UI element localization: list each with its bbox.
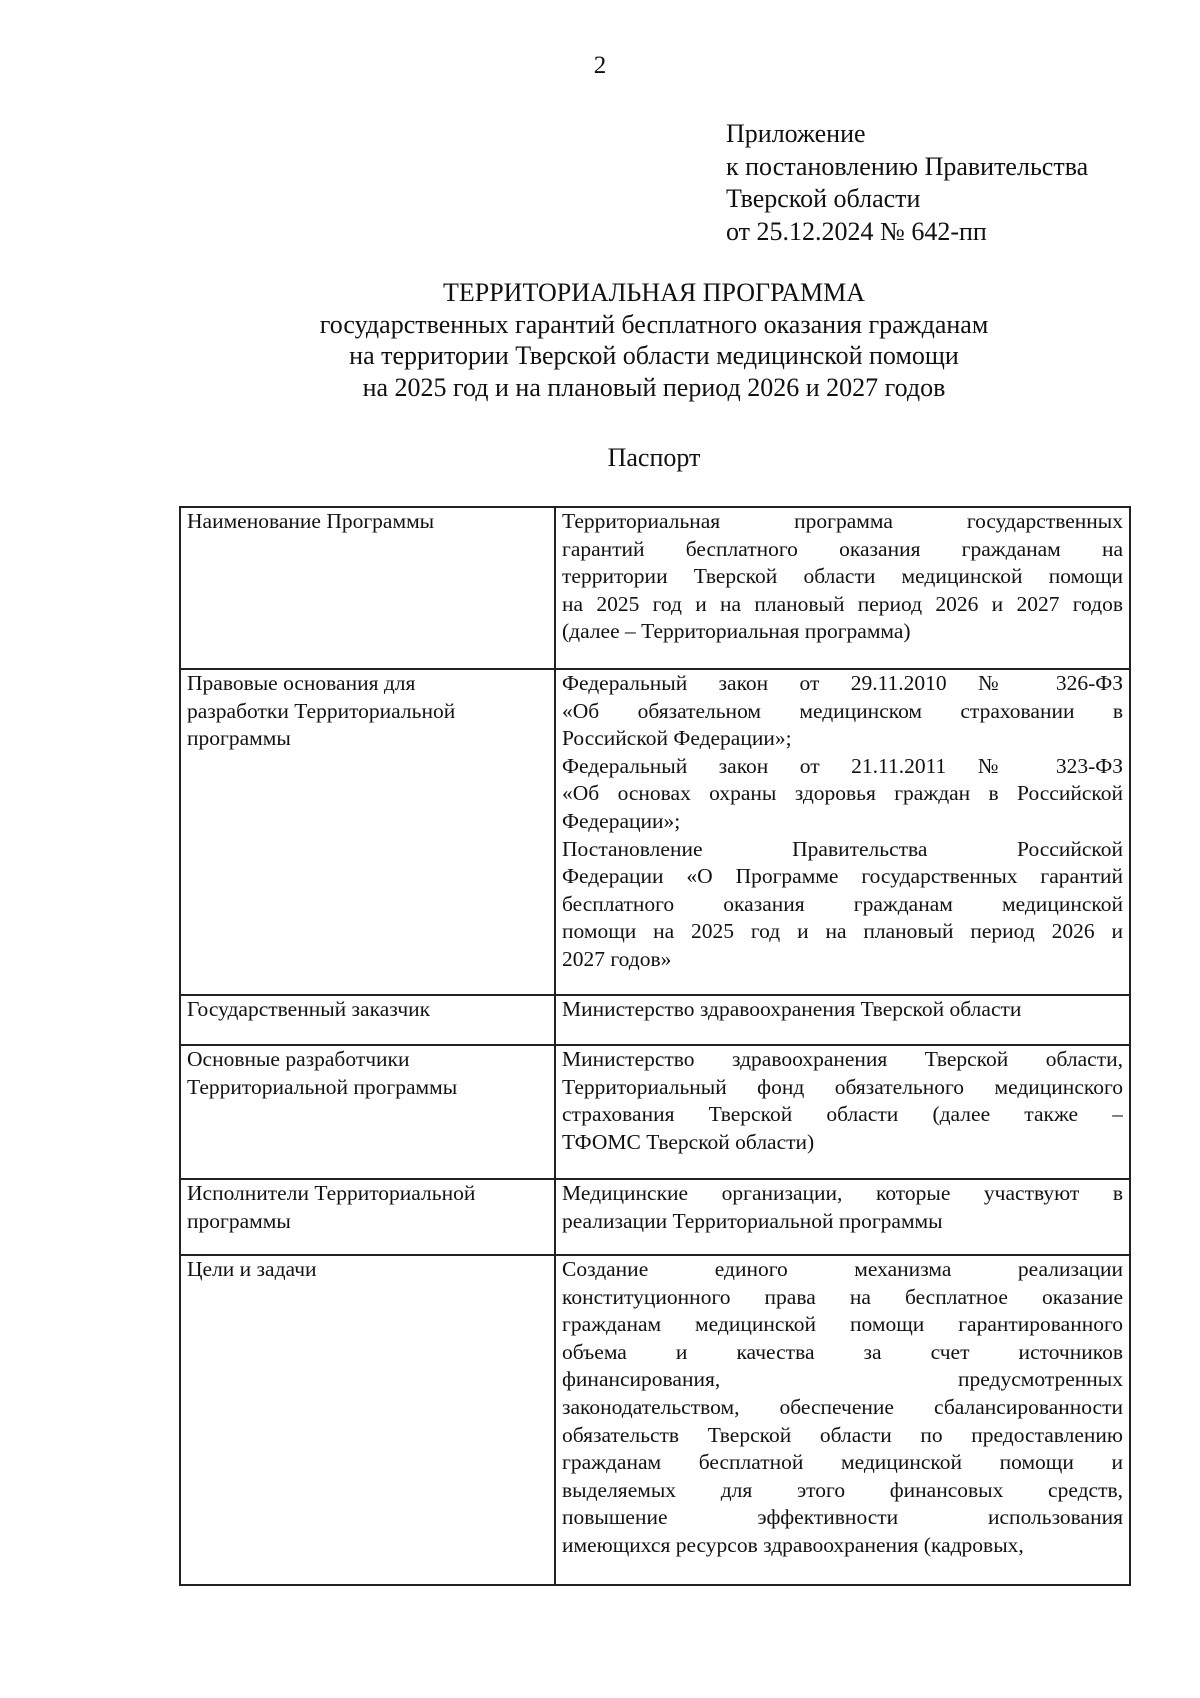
- table-row: [180, 995, 1130, 1045]
- row-value-line: 2027 годов»: [562, 946, 672, 971]
- row-value-line: Министерство здравоохранения Тверской области: [562, 997, 1022, 1021]
- row-value-line: имеющихся ресурсов здравоохранения (кадровых,: [562, 1532, 1024, 1557]
- row-value-line: финансирования, предусмотренных: [562, 1367, 1123, 1392]
- row-value-line: Министерство здравоохранения Тверской области,: [562, 1047, 1123, 1071]
- row-label-line: Цели и задачи: [187, 1257, 317, 1281]
- row-value-line: Постановление Правительства Российской: [562, 836, 1123, 861]
- passport-table-body: [180, 507, 1130, 1585]
- appendix-line: Тверской области: [726, 184, 921, 213]
- row-value-line: объема и качества за счет источников: [562, 1339, 1123, 1364]
- row-value-line: Федерации «О Программе государственных гарантий: [562, 864, 1123, 889]
- row-label-line: Государственный заказчик: [187, 997, 431, 1021]
- appendix-block: [726, 118, 1088, 248]
- appendix-line: Приложение: [726, 119, 866, 148]
- table-row: [180, 1045, 1130, 1179]
- row-value-line: бесплатного оказания гражданам медицинской: [562, 891, 1123, 916]
- row-value-cell: [555, 1179, 1130, 1255]
- row-label-cell: [180, 1255, 555, 1585]
- row-value-line: Медицинские организации, которые участвуют в: [562, 1181, 1123, 1205]
- title-line: ТЕРРИТОРИАЛЬНАЯ ПРОГРАММА: [442, 278, 866, 307]
- row-label-line: программы: [187, 1208, 291, 1233]
- row-value-cell: [555, 507, 1130, 669]
- row-value-line: «Об обязательном медицинском страховании в: [562, 698, 1123, 723]
- row-label-line: разработки Территориальной: [187, 698, 456, 723]
- row-value-line: на 2025 год и на плановый период 2026 и 2027 годов: [562, 591, 1123, 616]
- row-value-line: помощи на 2025 год и на плановый период 2026 и: [562, 919, 1123, 944]
- passport-table: [179, 506, 1131, 1586]
- row-label-line: программы: [187, 726, 291, 751]
- row-value-line: ТФОМС Тверской области): [562, 1129, 815, 1154]
- title-line: на территории Тверской области медицинской помощи: [349, 341, 959, 370]
- title-line: на 2025 год и на плановый период 2026 и 2027 годов: [362, 372, 946, 402]
- row-label-line: Правовые основания для: [187, 671, 416, 695]
- row-value-line: «Об основах охраны здоровья граждан в Российской: [562, 781, 1123, 806]
- table-row: [180, 507, 1130, 669]
- row-value-line: Российской Федерации»;: [562, 726, 792, 751]
- row-value-cell: [555, 995, 1130, 1045]
- row-label-cell: [180, 669, 555, 995]
- row-label-cell: [180, 1179, 555, 1255]
- row-value-line: конституционного права на бесплатное оказание: [562, 1284, 1123, 1309]
- row-label-line: Наименование Программы: [187, 509, 435, 533]
- row-value-line: Территориальный фонд обязательного медицинского: [562, 1074, 1123, 1099]
- appendix-line: от 25.12.2024 № 642-пп: [726, 216, 987, 246]
- appendix-line: к постановлению Правительства: [726, 151, 1089, 181]
- row-value-line: реализации Территориальной программы: [562, 1208, 943, 1233]
- row-value-line: гражданам медицинской помощи гарантированного: [562, 1312, 1123, 1337]
- row-value-line: гражданам бесплатной медицинской помощи и: [562, 1450, 1123, 1475]
- row-value-line: (далее – Территориальная программа): [562, 619, 911, 644]
- row-value-line: Федеральный закон от 29.11.2010 № 326-ФЗ: [562, 671, 1123, 695]
- row-label-line: Основные разработчики: [187, 1047, 410, 1071]
- row-value-line: выделяемых для этого финансовых средств,: [562, 1477, 1123, 1502]
- row-value-line: страхования Тверской области (далее также –: [562, 1102, 1123, 1127]
- row-label-cell: [180, 1045, 555, 1179]
- row-label-line: Территориальной программы: [187, 1074, 458, 1099]
- passport-heading: Паспорт: [607, 443, 701, 472]
- row-label-cell: [180, 995, 555, 1045]
- document-title: [0, 277, 1200, 403]
- table-row: [180, 1179, 1130, 1255]
- row-value-line: законодательством, обеспечение сбалансированности: [562, 1394, 1123, 1419]
- row-value-line: гарантий бесплатного оказания гражданам на: [562, 536, 1123, 561]
- row-value-cell: [555, 669, 1130, 995]
- row-value-line: территории Тверской области медицинской помощи: [562, 564, 1123, 589]
- row-label-line: Исполнители Территориальной: [187, 1181, 476, 1205]
- table-row: [180, 1255, 1130, 1585]
- row-value-line: Территориальная программа государственных: [562, 509, 1123, 533]
- row-value-cell: [555, 1255, 1130, 1585]
- row-value-line: Создание единого механизма реализации: [562, 1257, 1123, 1281]
- row-value-line: Федеральный закон от 21.11.2011 № 323-ФЗ: [562, 753, 1123, 778]
- row-value-line: обязательств Тверской области по предоставлению: [562, 1422, 1123, 1447]
- row-label-cell: [180, 507, 555, 669]
- table-row: [180, 669, 1130, 995]
- page-number: 2: [593, 52, 607, 79]
- row-value-line: Федерации»;: [562, 808, 681, 833]
- row-value-line: повышение эффективности использования: [562, 1505, 1123, 1530]
- row-value-cell: [555, 1045, 1130, 1179]
- title-line: государственных гарантий бесплатного оказания гражданам: [319, 309, 989, 339]
